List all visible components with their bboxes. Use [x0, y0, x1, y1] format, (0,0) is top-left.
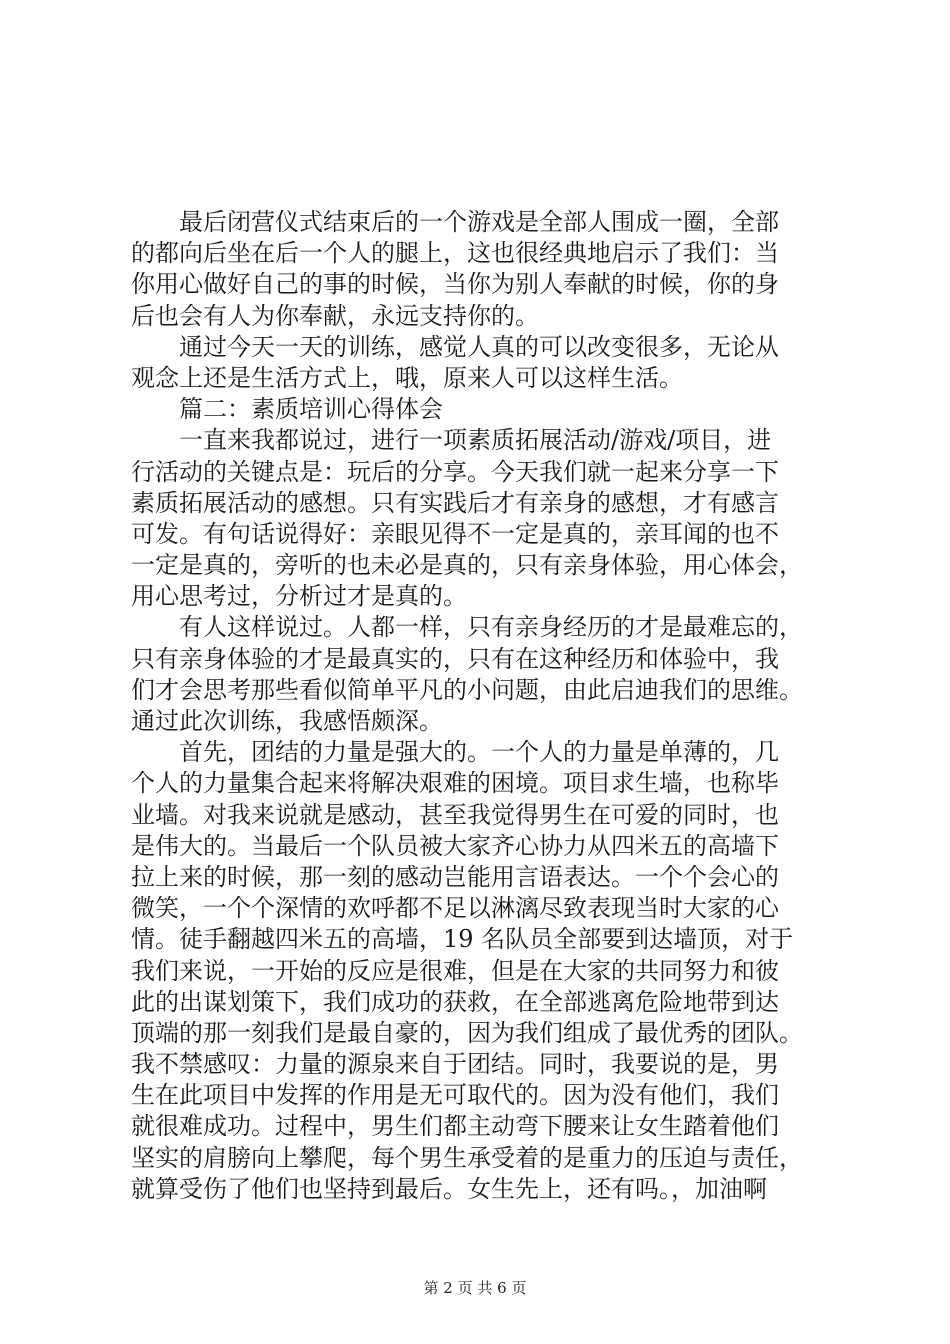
- text-line: 情。徒手翻越四米五的高墙，19 名队员全部要到达墙顶，对于: [131, 925, 794, 954]
- text-line: 就很难成功。过程中，男生们都主动弯下腰来让女生踏着他们: [131, 1112, 779, 1141]
- text-line: 一定是真的，旁听的也未必是真的，只有亲身体验，用心体会，: [131, 551, 803, 580]
- text-line: 通过此次训练，我感悟颇深。: [131, 707, 443, 735]
- text-line: 的都向后坐在后一个人的腿上，这也很经典地启示了我们：当: [131, 239, 779, 268]
- text-line: 我不禁感叹：力量的源泉来自于团结。同时，我要说的是，男: [131, 1050, 779, 1079]
- text-line: 业墙。对我来说就是感动，甚至我觉得男生在可爱的同时，也: [131, 800, 779, 829]
- text-line: 就算受伤了他们也坚持到最后。女生先上，还有吗。，加油啊: [131, 1174, 767, 1203]
- text-line: 首先，团结的力量是强大的。一个人的力量是单薄的，几: [131, 738, 779, 767]
- text-line: 坚实的肩膀向上攀爬，每个男生承受着的是重力的压迫与责任，: [131, 1143, 803, 1172]
- text-line: 拉上来的时候，那一刻的感动岂能用言语表达。一个个会心的: [131, 862, 779, 891]
- text-line: 用心思考过，分析过才是真的。: [131, 582, 467, 611]
- text-line: 只有亲身体验的才是最真实的，只有在这种经历和体验中，我: [131, 644, 779, 673]
- text-line: 我们来说，一开始的反应是很难，但是在大家的共同努力和彼: [131, 956, 779, 985]
- text-line: 是伟大的。当最后一个队员被大家齐心协力从四米五的高墙下: [131, 831, 779, 860]
- text-line: 素质拓展活动的感想。只有实践后才有亲身的感想，才有感言: [131, 488, 779, 517]
- text-line: 最后闭营仪式结束后的一个游戏是全部人围成一圈，全部: [131, 208, 779, 236]
- text-line: 们才会思考那些看似简单平凡的小问题，由此启迪我们的思维。: [131, 675, 803, 704]
- text-line: 后也会有人为你奉献，永远支持你的。: [131, 301, 539, 330]
- text-line: 可发。有句话说得好：亲眼见得不一定是真的，亲耳闻的也不: [131, 519, 779, 548]
- text-line: 微笑，一个个深情的欢呼都不足以淋漓尽致表现当时大家的心: [131, 894, 779, 923]
- text-line: 观念上还是生活方式上，哦，原来人可以这样生活。: [131, 363, 683, 392]
- text-line: 顶端的那一刻我们是最自豪的，因为我们组成了最优秀的团队。: [131, 1018, 803, 1047]
- body-text: [131, 207, 855, 1205]
- text-line: 此的出谋划策下，我们成功的获救，在全部逃离危险地带到达: [131, 987, 779, 1016]
- text-line: 通过今天一天的训练，感觉人真的可以改变很多，无论从: [131, 332, 779, 361]
- text-line: 个人的力量集合起来将解决艰难的困境。项目求生墙，也称毕: [131, 769, 779, 798]
- text-line: 行活动的关键点是：玩后的分享。今天我们就一起来分享一下: [131, 457, 779, 486]
- section-heading: 篇二：素质培训心得体会: [131, 395, 443, 424]
- text-line: 有人这样说过。人都一样，只有亲身经历的才是最难忘的，: [131, 613, 803, 642]
- text-line: 一直来我都说过，进行一项素质拓展活动/游戏/项目，进: [131, 426, 772, 455]
- text-line: 你用心做好自己的事的时候，当你为别人奉献的时候，你的身: [131, 270, 779, 299]
- page-number-footer: 第 2 页 共 6 页: [423, 1279, 527, 1297]
- text-line: 生在此项目中发挥的作用是无可取代的。因为没有他们，我们: [131, 1081, 779, 1110]
